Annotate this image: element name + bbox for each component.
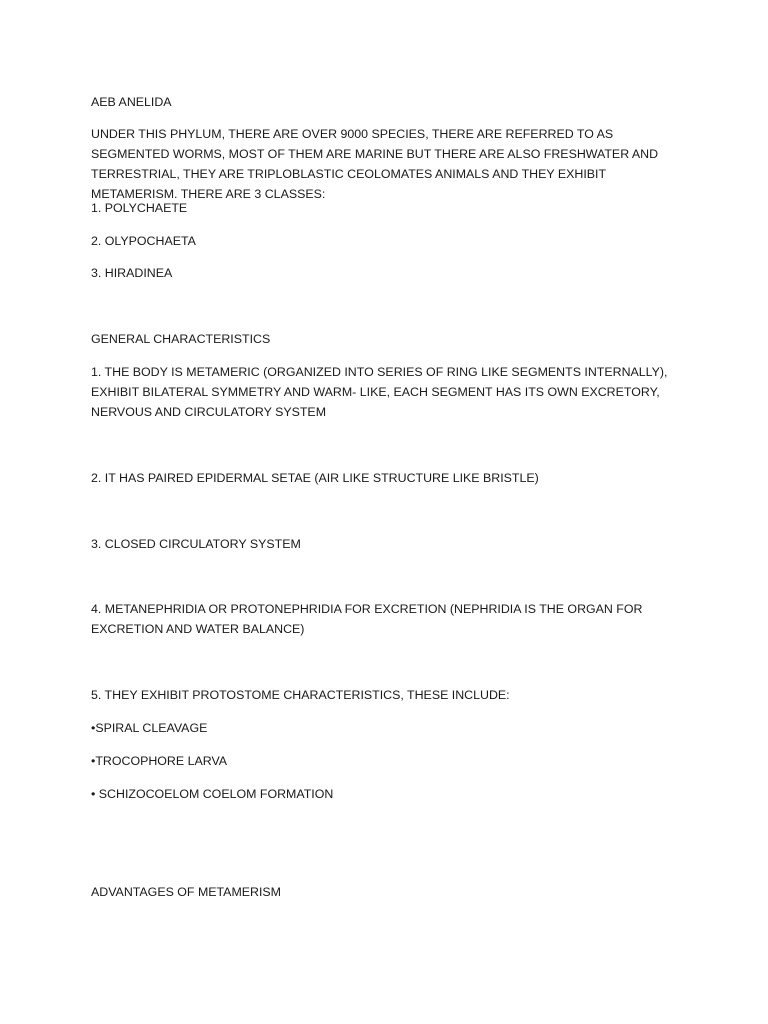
characteristic-3: 3. CLOSED CIRCULATORY SYSTEM [91, 537, 301, 551]
general-characteristics-heading: GENERAL CHARACTERISTICS [91, 332, 271, 346]
class-item-3: 3. HIRADINEA [91, 266, 173, 280]
characteristic-2: 2. IT HAS PAIRED EPIDERMAL SETAE (AIR LIKE STRUCTURE LIKE BRISTLE) [91, 471, 539, 485]
class-item-2: 2. OLYPOCHAETA [91, 234, 196, 248]
protostome-item-3: • SCHIZOCOELOM COELOM FORMATION [91, 787, 334, 801]
advantages-heading: ADVANTAGES OF METAMERISM [91, 885, 282, 899]
protostome-item-2: •TROCOPHORE LARVA [91, 754, 228, 768]
class-item-1: 1. POLYCHAETE [91, 201, 188, 215]
characteristic-1: 1. THE BODY IS METAMERIC (ORGANIZED INTO SERIES OF RING LIKE SEGMENTS INTERNALLY), EXHIBIT BILATERAL SYMMETRY AND WARM- LIKE, EACH SEGMENT HAS ITS OWN EXCRETORY, NERVOUS AND CIRCULATORY SYSTEM [91, 365, 668, 419]
characteristic-4: 4. METANEPHRIDIA OR PROTONEPHRIDIA FOR EXCRETION (NEPHRIDIA IS THE ORGAN FOR EXCRETION AND WATER BALANCE) [91, 602, 643, 636]
characteristic-5: 5. THEY EXHIBIT PROTOSTOME CHARACTERISTICS, THESE INCLUDE: [91, 688, 510, 702]
protostome-item-1: •SPIRAL CLEAVAGE [91, 721, 208, 735]
intro-paragraph: UNDER THIS PHYLUM, THERE ARE OVER 9000 SPECIES, THERE ARE REFERRED TO AS SEGMENTED WORMS, MOST OF THEM ARE MARINE BUT THERE ARE ALSO FRESHWATER AND TERRESTRIAL, THEY ARE TRIPLOBLASTIC CEOLOMATES ANIMALS AND THEY EXHIBIT METAMERISM. THERE ARE 3 CLASSES: [91, 127, 659, 201]
document-title: AEB ANELIDA [91, 95, 172, 109]
